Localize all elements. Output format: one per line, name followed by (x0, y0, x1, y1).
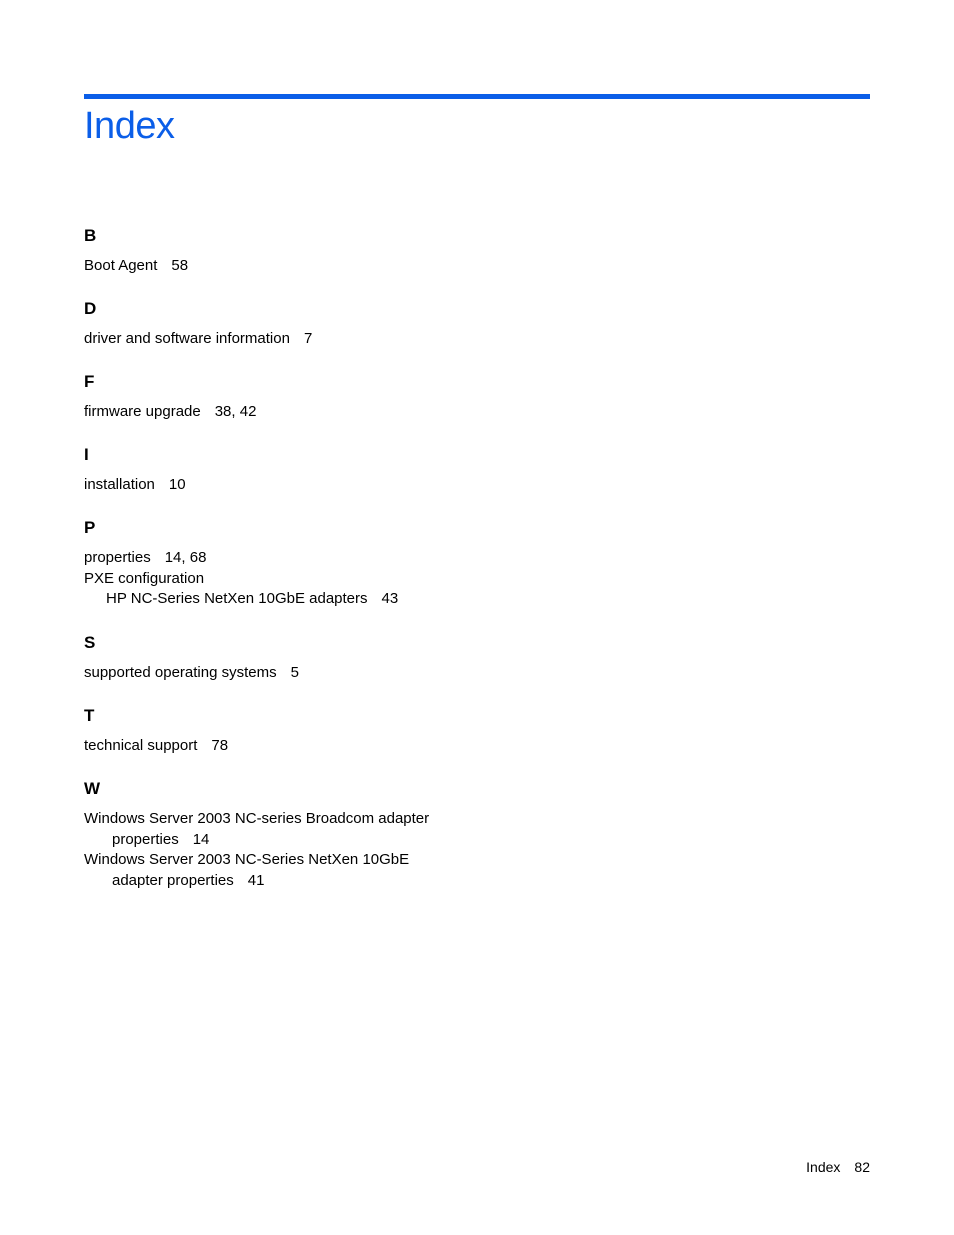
entry-term: Boot Agent (84, 257, 158, 274)
entry-pages: 43 (381, 590, 399, 607)
entry-pages: 78 (211, 737, 229, 754)
entry-pages: 41 (247, 871, 265, 889)
page-footer (806, 1158, 870, 1176)
entry-pages: 58 (171, 257, 189, 274)
index-section-s (84, 633, 684, 684)
index-section-p (84, 518, 684, 610)
entry-term: Windows Server 2003 NC-series Broadcom adapter (84, 810, 430, 827)
index-entry-technical-support (84, 736, 684, 757)
section-letter: F (84, 372, 95, 391)
entry-pages: 14, 68 (164, 549, 207, 566)
section-letter: D (84, 299, 97, 318)
entry-term: PXE configuration (84, 569, 205, 587)
entry-term: firmware upgrade (84, 403, 201, 420)
index-entry-supported-os (84, 663, 684, 684)
entry-term: HP NC-Series NetXen 10GbE adapters (106, 590, 368, 607)
index-section-f (84, 372, 684, 423)
section-letter: P (84, 518, 96, 537)
index-entry-broadcom-line1 (84, 809, 684, 830)
footer-label: Index (806, 1159, 841, 1175)
entry-term: properties (84, 549, 151, 566)
entry-pages: 5 (290, 664, 299, 681)
section-letter: W (84, 779, 101, 798)
entry-term: adapter properties (112, 871, 234, 889)
entry-term: properties (112, 830, 179, 848)
entry-term: Windows Server 2003 NC-Series NetXen 10GbE (84, 851, 410, 868)
entry-pages: 7 (303, 330, 313, 347)
footer-page-number: 82 (854, 1159, 870, 1175)
index-section-d (84, 299, 684, 350)
index-entry-boot-agent (84, 256, 684, 277)
index-section-t (84, 706, 684, 757)
entry-pages: 10 (168, 476, 186, 493)
entry-term: supported operating systems (84, 664, 277, 681)
index-section-b (84, 226, 684, 277)
index-entry-pxe-configuration (84, 569, 684, 590)
index-entry-firmware-upgrade (84, 402, 684, 423)
section-letter: T (84, 706, 95, 725)
entry-term: installation (84, 476, 155, 493)
index-subentry-hp-nc-series (84, 589, 684, 610)
index-entry-broadcom-line2 (84, 830, 684, 851)
section-letter: B (84, 226, 97, 245)
entry-pages: 14 (192, 830, 210, 848)
entry-pages: 38, 42 (214, 403, 257, 420)
index-entry-netxen-line1 (84, 850, 684, 871)
index-entry-installation (84, 475, 684, 496)
section-letter: I (84, 445, 89, 464)
entry-term: technical support (84, 737, 198, 754)
entry-term: driver and software information (84, 330, 290, 347)
title-rule (84, 94, 870, 99)
section-letter: S (84, 633, 96, 652)
index-section-w (84, 779, 684, 891)
index-section-i (84, 445, 684, 496)
index-entry-netxen-line2 (84, 871, 684, 892)
index-entry-driver-software (84, 329, 684, 350)
index-entry-properties (84, 548, 684, 569)
page-title: Index (84, 105, 175, 147)
